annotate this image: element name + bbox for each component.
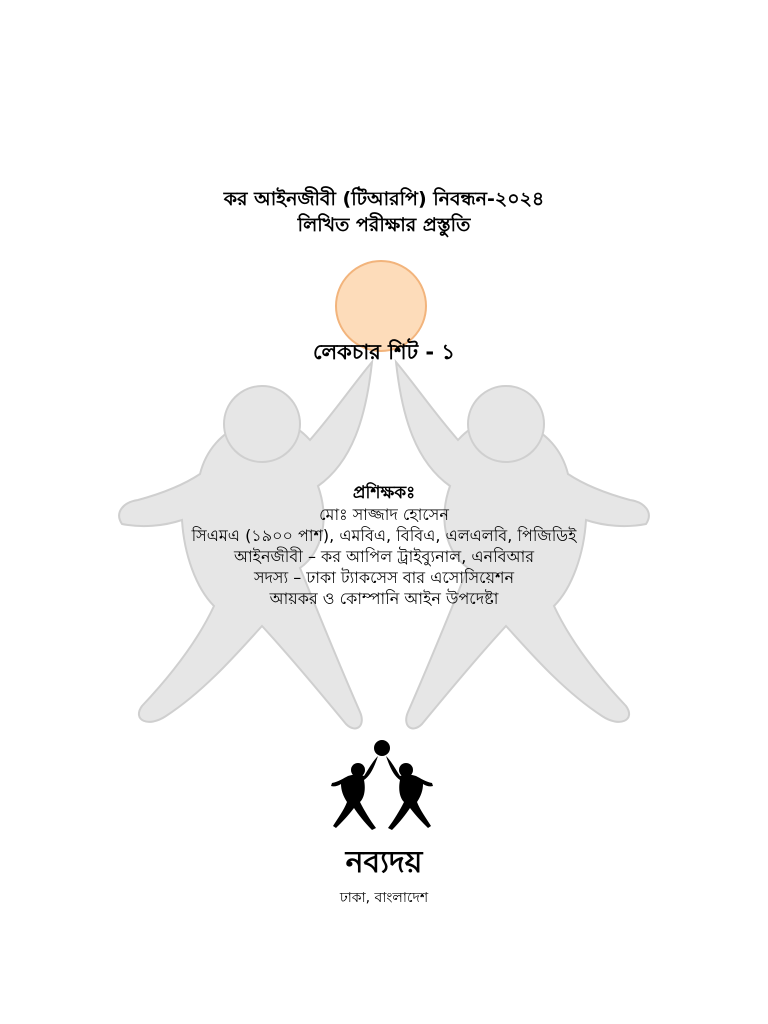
brand-name: নব্যদয় <box>345 845 423 880</box>
logo-ball <box>374 740 390 756</box>
title-line-1: কর আইনজীবী (টিআরপি) নিবন্ধন-২০২৪ <box>223 188 545 210</box>
trainer-info <box>0 482 768 609</box>
trainer-name: মোঃ সাজ্জাদ হোসেন <box>319 505 449 524</box>
trainer-position: আইনজীবী – কর আপিল ট্রাইব্যুনাল, এনবিআর <box>233 547 535 566</box>
title-line-2: লিখিত পরীক্ষার প্রস্তুতি <box>297 214 471 236</box>
document-title <box>0 186 768 238</box>
lecture-sheet-label: লেকচার শিট - ১ <box>313 340 455 364</box>
brand-logo-icon <box>330 738 434 834</box>
trainer-role: আয়কর ও কোম্পানি আইন উপদেষ্টা <box>269 589 499 608</box>
trainer-membership: সদস্য – ঢাকা ট্যাকসেস বার এসোসিয়েশন <box>253 568 515 587</box>
trainer-qualifications: সিএমএ (১৯০০ পাশ), এমবিএ, বিবিএ, এলএলবি, পিজিডিই <box>191 526 577 545</box>
brand-location: ঢাকা, বাংলাদেশ <box>339 890 429 906</box>
watermark-left-head <box>224 386 300 462</box>
watermark-right-head <box>468 386 544 462</box>
trainer-heading: প্রশিক্ষকঃ <box>352 483 416 503</box>
